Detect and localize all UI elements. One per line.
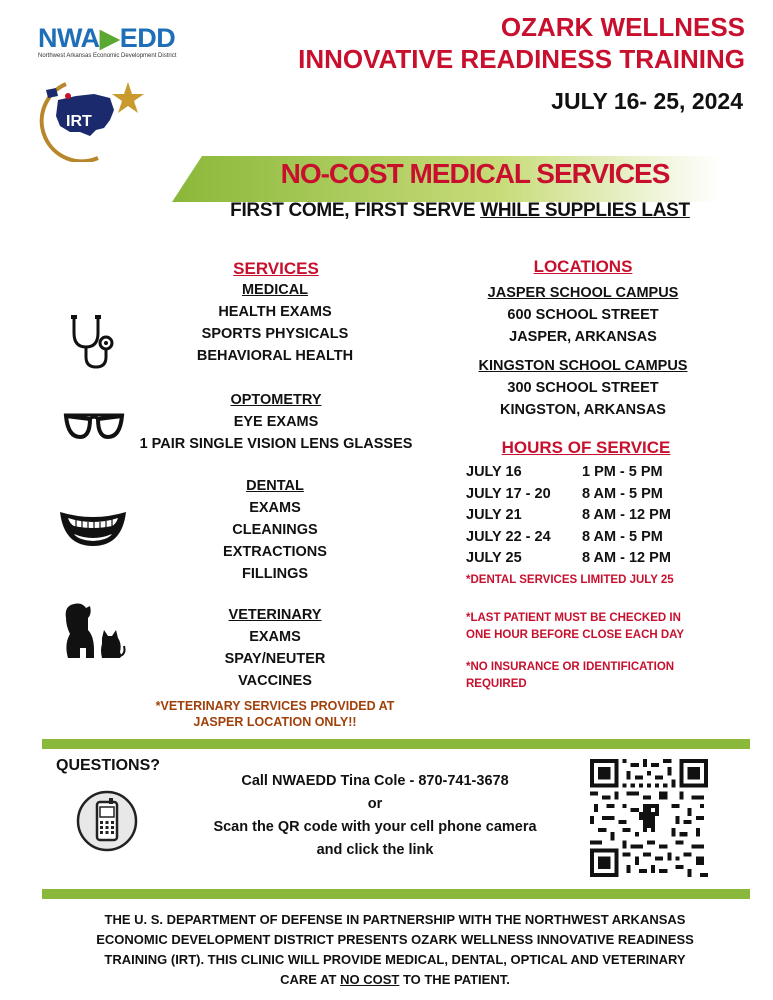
- smile-teeth-icon: [58, 508, 128, 548]
- vet-location-note: [120, 698, 430, 730]
- hours-time: 8 AM - 12 PM: [582, 550, 671, 566]
- no-cost-emphasis: NO COST: [340, 972, 400, 987]
- dog-cat-icon: [60, 600, 128, 662]
- hours-time: 8 AM - 12 PM: [582, 507, 671, 523]
- location-city: JASPER, ARKANSAS: [509, 329, 657, 345]
- questions-heading: QUESTIONS?: [56, 757, 161, 774]
- contact-scan: and click the link: [316, 842, 434, 858]
- last-patient-note: [466, 610, 736, 644]
- hours-table: [466, 462, 706, 570]
- hours-row: [466, 527, 706, 549]
- location-city: KINGSTON, ARKANSAS: [500, 402, 666, 418]
- event-dates: JULY 16- 25, 2024: [551, 88, 743, 114]
- medical-item: SPORTS PHYSICALS: [201, 326, 349, 342]
- note-line: *NO INSURANCE OR IDENTIFICATION: [466, 661, 675, 673]
- hours-date: JULY 16: [466, 464, 522, 480]
- contact-info: [190, 770, 560, 862]
- vet-note-line: JASPER LOCATION ONLY!!: [193, 715, 357, 729]
- divider: [42, 739, 750, 749]
- hours-date: JULY 25: [466, 550, 522, 566]
- contact-scan: Scan the QR code with your cell phone camera: [213, 819, 537, 835]
- tagline: [180, 200, 740, 222]
- location-street: 600 SCHOOL STREET: [507, 307, 659, 323]
- no-insurance-note: [466, 659, 736, 693]
- page-title-line2: INNOVATIVE READINESS TRAINING: [298, 44, 745, 74]
- nwaedd-logo: [38, 24, 198, 59]
- contact-or: or: [367, 796, 383, 812]
- divider: [42, 889, 750, 899]
- footer-line: TRAINING (IRT). THIS CLINIC WILL PROVIDE MEDICAL, DENTAL, OPTICAL AND VETERINARY: [104, 952, 686, 967]
- location-name: JASPER SCHOOL CAMPUS: [487, 285, 679, 301]
- medical-item: BEHAVIORAL HEALTH: [196, 348, 354, 364]
- page-title-line1: OZARK WELLNESS: [500, 12, 745, 42]
- medical-title: MEDICAL: [241, 282, 309, 298]
- dental-item: CLEANINGS: [232, 522, 318, 538]
- no-cost-headline: NO-COST MEDICAL SERVICES: [280, 158, 670, 189]
- veterinary-item: VACCINES: [238, 673, 312, 689]
- optometry-item: EYE EXAMS: [233, 414, 319, 430]
- irt-emblem: [36, 76, 146, 162]
- veterinary-item: EXAMS: [249, 629, 301, 645]
- location-jasper: [458, 282, 708, 348]
- medical-section: [150, 279, 400, 367]
- logo-arrow: ▶: [99, 23, 120, 53]
- hours-row: [466, 462, 706, 484]
- logo-text-edd: EDD: [119, 23, 176, 53]
- tagline-underlined: WHILE SUPPLIES LAST: [480, 200, 690, 221]
- hours-time: 8 AM - 5 PM: [582, 528, 663, 545]
- hours-date: JULY 22 - 24: [466, 528, 551, 545]
- logo-subtitle: Northwest Arkansas Economic Development District: [38, 53, 177, 59]
- dental-title: DENTAL: [246, 478, 304, 494]
- hours-row: [466, 548, 706, 570]
- veterinary-title: VETERINARY: [228, 607, 322, 623]
- optometry-section: [110, 389, 442, 455]
- locations-heading: LOCATIONS: [533, 257, 633, 276]
- vet-note-line: *VETERINARY SERVICES PROVIDED AT: [155, 699, 395, 713]
- dental-limited-note: *DENTAL SERVICES LIMITED JULY 25: [466, 574, 674, 586]
- dental-item: FILLINGS: [241, 566, 309, 582]
- footer-text: CARE AT: [280, 972, 341, 987]
- note-line: *LAST PATIENT MUST BE CHECKED IN: [466, 612, 681, 624]
- optometry-item: 1 PAIR SINGLE VISION LENS GLASSES: [139, 436, 413, 452]
- dental-item: EXTRACTIONS: [223, 544, 327, 560]
- hours-date: JULY 21: [466, 507, 522, 523]
- hours-row: [466, 484, 706, 506]
- hours-row: [466, 505, 706, 527]
- dental-item: EXAMS: [249, 500, 301, 516]
- irt-emblem-text: IRT: [66, 113, 92, 130]
- location-kingston: [458, 355, 708, 421]
- contact-call: Call NWAEDD Tina Cole - 870-741-3678: [241, 773, 509, 789]
- veterinary-section: [150, 604, 400, 692]
- hours-time: 8 AM - 5 PM: [582, 485, 663, 502]
- tagline-start: FIRST COME, FIRST SERVE: [230, 200, 481, 221]
- services-heading: SERVICES: [233, 259, 319, 278]
- location-name: KINGSTON SCHOOL CAMPUS: [478, 358, 688, 374]
- logo-text-nwa: NWA: [38, 23, 100, 53]
- footer-statement: [50, 910, 740, 990]
- footer-line: THE U. S. DEPARTMENT OF DEFENSE IN PARTNERSHIP WITH THE NORTHWEST ARKANSAS: [104, 912, 686, 927]
- hours-heading: HOURS OF SERVICE: [501, 438, 671, 457]
- note-line: REQUIRED: [466, 678, 527, 690]
- dental-section: [150, 475, 400, 585]
- cell-phone-icon: [76, 790, 138, 852]
- footer-text: TO THE PATIENT.: [399, 972, 510, 987]
- optometry-title: OPTOMETRY: [230, 392, 322, 408]
- qr-code[interactable]: [590, 759, 708, 877]
- medical-item: HEALTH EXAMS: [218, 304, 332, 320]
- hours-date: JULY 17 - 20: [466, 485, 551, 502]
- note-line: ONE HOUR BEFORE CLOSE EACH DAY: [466, 629, 685, 641]
- hours-time: 1 PM - 5 PM: [582, 464, 663, 480]
- footer-line: [50, 970, 740, 990]
- stethoscope-icon: [66, 313, 118, 371]
- footer-line: ECONOMIC DEVELOPMENT DISTRICT PRESENTS OZARK WELLNESS INNOVATIVE READINESS: [96, 932, 694, 947]
- veterinary-item: SPAY/NEUTER: [224, 651, 326, 667]
- location-street: 300 SCHOOL STREET: [507, 380, 659, 396]
